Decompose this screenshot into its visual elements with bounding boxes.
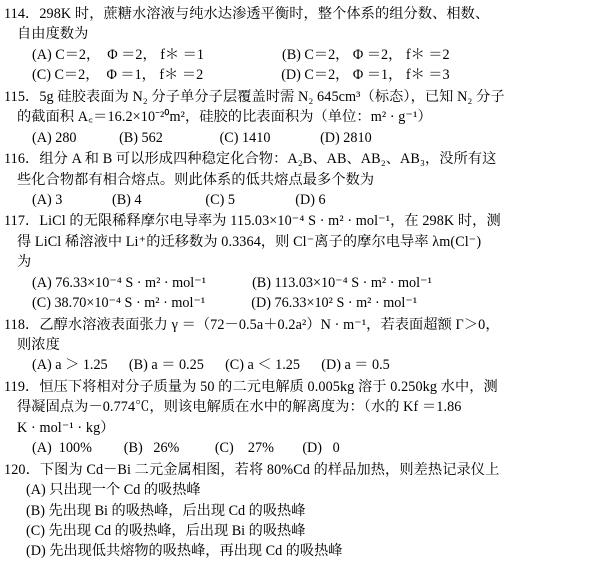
- option-row[interactable]: (A) 100% (B) 26% (C) 27% (D) 0: [32, 440, 340, 457]
- question-116: [4, 149, 603, 210]
- question-118: [4, 315, 603, 376]
- question-119: [4, 377, 603, 459]
- question-stem-line: 的截面积 A꜀＝16.2×10⁻²⁰m²，硅胶的比表面积为（单位：m² · g⁻¹）: [17, 109, 432, 126]
- option-row[interactable]: (D) 先出现低共熔物的吸热峰，再出现 Cd 的吸热峰: [26, 543, 343, 560]
- question-stem-line: 则浓度: [17, 337, 60, 353]
- question-stem-line: 些化合物都有相合熔点。则此体系的低共熔点最多个数为: [17, 171, 375, 188]
- question-stem-line: 120．下图为 Cd－Bi 二元金属相图，若将 80%Cd 的样品加热，则差热记录仪上: [4, 461, 500, 478]
- option-row[interactable]: (C) 先出现 Cd 的吸热峰，后出现 Bi 的吸热峰: [26, 522, 306, 539]
- question-120: [4, 460, 603, 562]
- question-117: [4, 211, 603, 313]
- option-row[interactable]: (C) 38.70×10⁻⁴ S · m² · mol⁻¹ (D) 76.33×10² S · m² · mol⁻¹: [32, 295, 418, 312]
- option-row[interactable]: (A) a ＞ 1.25 (B) a ＝ 0.25 (C) a ＜ 1.25 (D) a ＝ 0.5: [32, 357, 390, 374]
- question-stem-line: 115．5g 硅胶表面为 N₂ 分子单分子层覆盖时需 N₂ 645cm³（标态），已知 N₂ 分子: [4, 88, 505, 105]
- option-row[interactable]: (A) C＝2， Φ ＝2， f＊ ＝1 (B) C＝2， Φ ＝2， f＊ ＝2: [32, 46, 450, 63]
- option-row[interactable]: (C) C＝2， Φ ＝1， f＊ ＝2 (D) C＝2， Φ ＝1， f＊ ＝3: [32, 67, 450, 84]
- option-row[interactable]: (A) 76.33×10⁻⁴ S · m² · mol⁻¹ (B) 113.03×10⁻⁴ S · m² · mol⁻¹: [32, 274, 432, 291]
- question-stem-line: 119．恒压下将相对分子质量为 50 的二元电解质 0.005kg 溶于 0.250kg 水中，测: [4, 378, 498, 395]
- question-stem-line: 为: [17, 254, 32, 271]
- question-stem-line: 116．组分 A 和 B 可以形成四种稳定化合物：A₂B、AB、AB₂、AB₃，没所有这: [4, 151, 497, 168]
- question-stem-line: K · mol⁻¹ · kg）: [17, 419, 115, 436]
- question-stem-line: 114．298K 时，蔗糖水溶液与纯水达渗透平衡时，整个体系的组分数、相数、: [4, 6, 490, 22]
- question-stem-line: 117．LiCl 的无限稀释摩尔电导率为 115.03×10⁻⁴ S · m² · mol⁻¹，在 298K 时，测: [4, 213, 501, 230]
- question-stem-line: 自由度数为: [17, 26, 89, 43]
- question-stem-line: 得凝固点为－0.774℃，则该电解质在水中的解离度为：（水的 Kf ＝1.86: [17, 399, 462, 416]
- option-row[interactable]: (A) 3 (B) 4 (C) 5 (D) 6: [32, 191, 326, 208]
- question-stem-line: 118．乙醇水溶液表面张力 γ ＝（72－0.5a＋0.2a²）N · m⁻¹，若表面超额 Γ＞0，: [4, 316, 500, 333]
- question-114: [4, 4, 603, 86]
- option-row[interactable]: (A) 280 (B) 562 (C) 1410 (D) 2810: [32, 129, 372, 146]
- question-stem-line: 得 LiCl 稀溶液中 Li⁺的迁移数为 0.3364，则 Cl⁻离子的摩尔电导率 λm(Cl⁻): [17, 233, 482, 250]
- option-row[interactable]: (A) 只出现一个 Cd 的吸热峰: [26, 482, 201, 499]
- question-115: [4, 87, 603, 148]
- option-row[interactable]: (B) 先出现 Bi 的吸热峰，后出现 Cd 的吸热峰: [26, 502, 306, 519]
